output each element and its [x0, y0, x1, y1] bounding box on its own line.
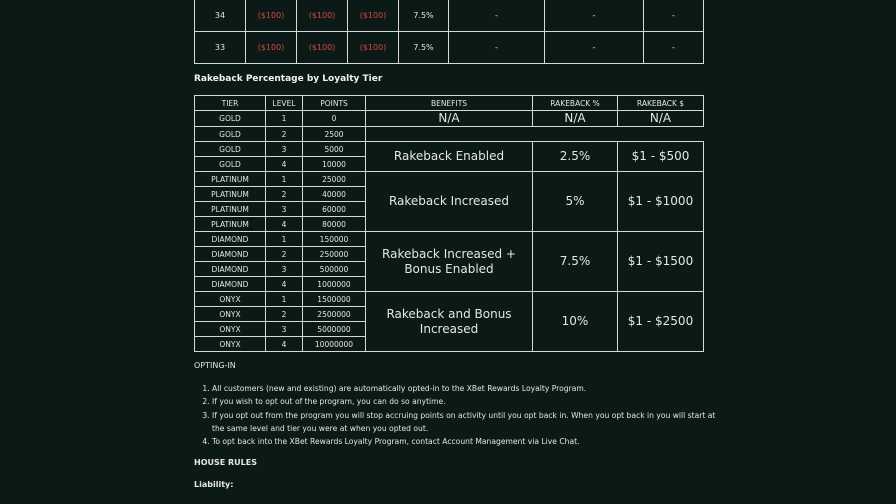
tier-cell: GOLD	[195, 142, 266, 157]
tier-cell: PLATINUM	[195, 202, 266, 217]
amount-cell: ($100)	[348, 0, 399, 32]
liability-heading: Liability:	[194, 480, 234, 489]
amount-cell: ($100)	[246, 0, 297, 32]
table-row	[195, 111, 704, 127]
table-row	[195, 172, 704, 187]
rakeback-usd-cell: N/A	[618, 111, 704, 127]
level-cell: 4	[266, 277, 303, 292]
list-item: 1. All customers (new and existing) are automatically opted-in to the XBet Rewards Loyalty Program.	[212, 382, 721, 395]
benefit-cell: Rakeback Increased + Bonus Enabled	[366, 232, 533, 292]
header-points: POINTS	[303, 96, 366, 111]
amount-cell: ($100)	[246, 32, 297, 64]
tier-cell: PLATINUM	[195, 172, 266, 187]
level-cell: 1	[266, 292, 303, 307]
tier-cell: GOLD	[195, 127, 266, 142]
list-item: 2. If you wish to opt out of the program, you can do so anytime.	[212, 395, 721, 408]
points-cell: 2500000	[303, 307, 366, 322]
header-tier: TIER	[195, 96, 266, 111]
level-cell: 3	[266, 202, 303, 217]
header-row	[195, 96, 704, 111]
amount-cell: ($100)	[297, 0, 348, 32]
points-cell: 2500	[303, 127, 366, 142]
rakeback-pct-cell: N/A	[533, 111, 618, 127]
points-cell: 10000	[303, 157, 366, 172]
level-cell: 3	[266, 322, 303, 337]
points-cell: 10000000	[303, 337, 366, 352]
rakeback-usd-cell: $1 - $2500	[618, 292, 704, 352]
amount-cell: ($100)	[297, 32, 348, 64]
amount-cell: ($100)	[348, 32, 399, 64]
tier-cell: GOLD	[195, 111, 266, 127]
dash-cell: -	[644, 32, 704, 64]
level-cell: 1	[266, 232, 303, 247]
tier-cell: PLATINUM	[195, 187, 266, 202]
level-cell: 2	[266, 307, 303, 322]
level-cell: 2	[266, 247, 303, 262]
level-cell: 2	[266, 127, 303, 142]
tier-cell: ONYX	[195, 292, 266, 307]
level-cell: 4	[266, 337, 303, 352]
points-cell: 40000	[303, 187, 366, 202]
table-row	[195, 127, 704, 142]
points-cell: 250000	[303, 247, 366, 262]
rakeback-pct-cell: 10%	[533, 292, 618, 352]
pct-cell: 7.5%	[399, 32, 449, 64]
points-cell: 5000	[303, 142, 366, 157]
level-cell: 4	[266, 157, 303, 172]
previous-levels-table	[194, 0, 704, 64]
benefit-cell: N/A	[366, 111, 533, 127]
list-item: 4. To opt back into the XBet Rewards Loyalty Program, contact Account Management via Live Chat.	[212, 435, 721, 448]
section-title: Rakeback Percentage by Loyalty Tier	[194, 74, 383, 84]
header-level: LEVEL	[266, 96, 303, 111]
dash-cell: -	[545, 0, 644, 32]
list-item: 3. If you opt out from the program you will stop accruing points on activity until you opt back in. When you opt back in you will start at the same level and tier you were at when you opted out.	[212, 409, 721, 436]
dash-cell: -	[644, 0, 704, 32]
rakeback-pct-cell: 2.5%	[533, 142, 618, 172]
tier-cell: DIAMOND	[195, 232, 266, 247]
opting-in-list	[194, 382, 721, 448]
level-cell: 1	[266, 172, 303, 187]
tier-cell: DIAMOND	[195, 262, 266, 277]
table-row	[195, 232, 704, 247]
rakeback-usd-cell: $1 - $1500	[618, 232, 704, 292]
level-cell: 2	[266, 187, 303, 202]
benefit-cell: Rakeback Increased	[366, 172, 533, 232]
dash-cell: -	[545, 32, 644, 64]
table-row	[195, 0, 704, 32]
house-rules-heading: HOUSE RULES	[194, 458, 257, 467]
level-cell: 4	[266, 217, 303, 232]
dash-cell: -	[449, 32, 545, 64]
table-row	[195, 142, 704, 157]
level-cell: 33	[195, 32, 246, 64]
level-cell: 3	[266, 142, 303, 157]
rakeback-pct-cell: 7.5%	[533, 232, 618, 292]
level-cell: 34	[195, 0, 246, 32]
points-cell: 5000000	[303, 322, 366, 337]
points-cell: 0	[303, 111, 366, 127]
table-row	[195, 292, 704, 307]
tier-cell: ONYX	[195, 322, 266, 337]
rakeback-usd-cell: $1 - $500	[618, 142, 704, 172]
rakeback-usd-cell: $1 - $1000	[618, 172, 704, 232]
benefit-cell: Rakeback Enabled	[366, 142, 533, 172]
tier-cell: PLATINUM	[195, 217, 266, 232]
table-row	[195, 32, 704, 64]
points-cell: 25000	[303, 172, 366, 187]
header-rakeback-pct: RAKEBACK %	[533, 96, 618, 111]
points-cell: 500000	[303, 262, 366, 277]
tier-cell: ONYX	[195, 307, 266, 322]
points-cell: 80000	[303, 217, 366, 232]
opting-in-heading: OPTING-IN	[194, 361, 236, 370]
tier-cell: GOLD	[195, 157, 266, 172]
tier-cell: ONYX	[195, 337, 266, 352]
loyalty-tier-table	[194, 95, 704, 352]
dash-cell: -	[449, 0, 545, 32]
points-cell: 150000	[303, 232, 366, 247]
points-cell: 1000000	[303, 277, 366, 292]
points-cell: 60000	[303, 202, 366, 217]
rakeback-pct-cell: 5%	[533, 172, 618, 232]
tier-cell: DIAMOND	[195, 277, 266, 292]
points-cell: 1500000	[303, 292, 366, 307]
benefit-cell: Rakeback and Bonus Increased	[366, 292, 533, 352]
header-benefits: BENEFITS	[366, 96, 533, 111]
tier-cell: DIAMOND	[195, 247, 266, 262]
pct-cell: 7.5%	[399, 0, 449, 32]
level-cell: 1	[266, 111, 303, 127]
level-cell: 3	[266, 262, 303, 277]
header-rakeback-usd: RAKEBACK $	[618, 96, 704, 111]
